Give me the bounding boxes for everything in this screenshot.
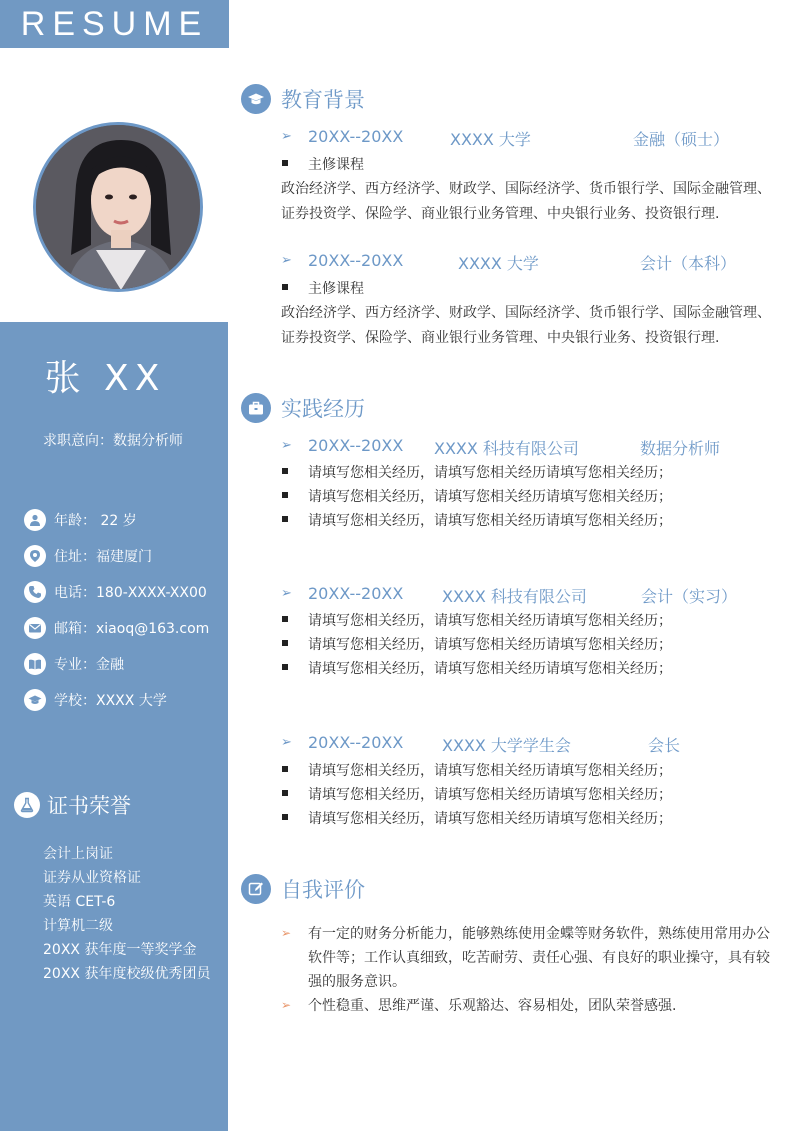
experience-item: 请填写您相关经历，请填写您相关经历请填写您相关经历； [308, 637, 672, 653]
self-eval-title: 自我评价 [281, 878, 365, 902]
education-title: 教育背景 [281, 88, 365, 112]
experience-item: 请填写您相关经历，请填写您相关经历请填写您相关经历； [308, 489, 672, 505]
bullet-square-icon [282, 160, 288, 166]
info-phone [24, 580, 207, 604]
certificate-item: 英语 CET-6 [43, 894, 116, 910]
graduation-cap-icon [241, 84, 271, 114]
chevron-right-icon: ➢ [281, 253, 292, 268]
course-label: 主修课程 [308, 157, 364, 173]
avatar [33, 122, 203, 292]
info-address-label: 住址：福建厦门 [54, 549, 152, 565]
education-period: 20XX--20XX [308, 127, 404, 146]
bullet-square-icon [282, 766, 288, 772]
certificate-item: 计算机二级 [43, 918, 113, 934]
chevron-right-icon: ➢ [281, 129, 292, 144]
info-major-label: 专业：金融 [54, 657, 124, 673]
info-age-label: 年龄： 22 岁 [54, 513, 137, 529]
education-school: XXXX 大学 [450, 130, 531, 149]
experience-item: 请填写您相关经历，请填写您相关经历请填写您相关经历； [308, 513, 672, 529]
self-eval-heading [241, 874, 365, 904]
sidebar [0, 322, 228, 1131]
chevron-right-icon: ➢ [281, 438, 292, 453]
self-eval-line: 个性稳重、思维严谨、乐观豁达、容易相处，团队荣誉感强. [308, 998, 677, 1014]
experience-role: 会长 [648, 736, 681, 755]
job-intent: 求职意向：数据分析师 [43, 433, 183, 449]
resume-title: RESUME [0, 0, 229, 48]
course-list-line: 证券投资学、保险学、商业银行业务管理、中央银行业务、投资银行理. [281, 206, 720, 222]
briefcase-icon [241, 393, 271, 423]
bullet-square-icon [282, 492, 288, 498]
bullet-square-icon [282, 664, 288, 670]
experience-org: XXXX 大学学生会 [442, 736, 571, 755]
flask-icon [14, 792, 40, 818]
certificates-title: 证书荣誉 [47, 794, 131, 818]
certificate-item: 20XX 获年度一等奖学金 [43, 942, 197, 958]
bullet-square-icon [282, 616, 288, 622]
experience-item: 请填写您相关经历，请填写您相关经历请填写您相关经历； [308, 465, 672, 481]
experience-period: 20XX--20XX [308, 733, 404, 752]
education-heading [241, 84, 365, 114]
bullet-square-icon [282, 814, 288, 820]
education-school: XXXX 大学 [458, 254, 539, 273]
course-list-line: 政治经济学、西方经济学、财政学、国际经济学、货币银行学、国际金融管理、 [281, 305, 771, 321]
course-label: 主修课程 [308, 281, 364, 297]
certificate-item: 会计上岗证 [43, 846, 113, 862]
phone-icon [24, 581, 46, 603]
bullet-square-icon [282, 640, 288, 646]
education-period: 20XX--20XX [308, 251, 404, 270]
orange-arrow-icon: ➢ [281, 998, 292, 1012]
certificate-item: 20XX 获年度校级优秀团员 [43, 966, 211, 982]
course-list-line: 证券投资学、保险学、商业银行业务管理、中央银行业务、投资银行理. [281, 330, 720, 346]
orange-arrow-icon: ➢ [281, 926, 292, 940]
info-school-label: 学校：XXXX 大学 [54, 693, 167, 709]
experience-role: 数据分析师 [640, 439, 721, 458]
experience-item: 请填写您相关经历，请填写您相关经历请填写您相关经历； [308, 763, 672, 779]
info-phone-label: 电话：180-XXXX-XX00 [54, 585, 207, 601]
user-icon [24, 509, 46, 531]
experience-heading [241, 393, 365, 423]
info-school [24, 688, 167, 712]
experience-item: 请填写您相关经历，请填写您相关经历请填写您相关经历； [308, 661, 672, 677]
info-age [24, 508, 137, 532]
graduation-cap-icon [24, 689, 46, 711]
book-icon [24, 653, 46, 675]
experience-org: XXXX 科技有限公司 [442, 587, 587, 606]
experience-period: 20XX--20XX [308, 584, 404, 603]
bullet-square-icon [282, 790, 288, 796]
self-eval-line: 强的服务意识。 [308, 974, 406, 990]
experience-item: 请填写您相关经历，请填写您相关经历请填写您相关经历； [308, 811, 672, 827]
experience-period: 20XX--20XX [308, 436, 404, 455]
bullet-square-icon [282, 468, 288, 474]
education-major: 会计（本科） [640, 254, 737, 273]
info-major [24, 652, 124, 676]
avatar-photo-placeholder [36, 125, 203, 292]
info-email [24, 616, 209, 640]
education-major: 金融（硕士） [633, 130, 730, 149]
location-pin-icon [24, 545, 46, 567]
experience-title: 实践经历 [281, 397, 365, 421]
mail-icon [24, 617, 46, 639]
self-eval-line: 软件等；工作认真细致，吃苦耐劳、责任心强、有良好的职业操守，具有较 [308, 950, 770, 966]
experience-item: 请填写您相关经历，请填写您相关经历请填写您相关经历； [308, 787, 672, 803]
self-eval-line: 有一定的财务分析能力，能够熟练使用金蝶等财务软件，熟练使用常用办公 [308, 926, 770, 942]
certificates-heading [14, 790, 131, 820]
bullet-square-icon [282, 516, 288, 522]
info-email-label: 邮箱：xiaoq@163.com [54, 621, 210, 637]
certificate-item: 证券从业资格证 [43, 870, 141, 886]
chevron-right-icon: ➢ [281, 735, 292, 750]
experience-role: 会计（实习） [641, 587, 738, 606]
course-list-line: 政治经济学、西方经济学、财政学、国际经济学、货币银行学、国际金融管理、 [281, 181, 771, 197]
chevron-right-icon: ➢ [281, 586, 292, 601]
experience-org: XXXX 科技有限公司 [434, 439, 579, 458]
info-address [24, 544, 152, 568]
candidate-name: 张 XX [44, 358, 166, 399]
bullet-square-icon [282, 284, 288, 290]
edit-icon [241, 874, 271, 904]
experience-item: 请填写您相关经历，请填写您相关经历请填写您相关经历； [308, 613, 672, 629]
